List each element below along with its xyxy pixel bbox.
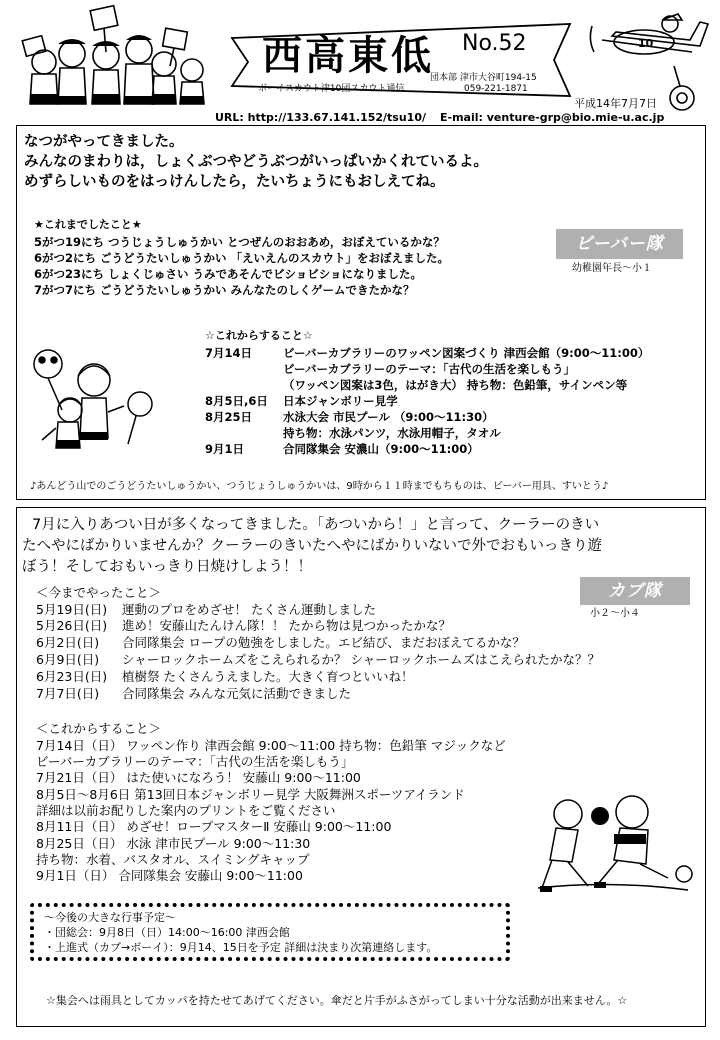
- beaver-future-text: ビーバーカブラリーのテーマ：「古代の生活を楽しもう」: [283, 362, 575, 376]
- issue-number: No.52: [462, 31, 527, 56]
- beaver-past-item: 7がつ7にち ごうどうたいしゅうかい みんなたのしくゲームできたかな？: [34, 283, 415, 297]
- beaver-future-date: 9月1日: [205, 442, 245, 456]
- beaver-intro-line: めずらしいものをはっけんしたら，たいちょうにもおしえてね。: [24, 174, 445, 190]
- newsletter-title: 西高東低: [262, 32, 434, 79]
- beaver-future-text: 合同隊集会 安濃山（9:00～11:00）: [283, 442, 479, 456]
- beaver-future-text: 持ち物：水泳パンツ，水泳用帽子，タオル: [283, 426, 501, 440]
- cub-past-date: 5月26日(日): [36, 618, 108, 633]
- cub-past-text: 合同隊集会 みんな元気に活動できました: [122, 686, 351, 701]
- cub-intro-line: 7月に入りあつい日が多くなってきました。「あついから！」と言って、クーラーのきい: [32, 517, 600, 533]
- cub-badge: カブ隊: [580, 577, 690, 605]
- beaver-intro-line: みんなのまわりは，しょくぶつやどうぶつがいっぱいかくれているよ。: [24, 154, 488, 170]
- cub-age-range: 小２～小４: [590, 608, 640, 619]
- beaver-future-date: 8月25日: [205, 410, 253, 424]
- cub-past-date: 6月9日(日): [36, 652, 100, 667]
- beaver-past-item: 5がつ19にち つうじょうしゅうかい とつぜんのおおあめ，おぼえているかな？: [34, 235, 445, 249]
- cub-future-item: ビーバーカブラリーのテーマ：「古代の生活を楽しもう」: [36, 754, 354, 769]
- beaver-footnote: ♪あんどう山でのごうどうたいしゅうかい、つうじょうしゅうかいは、9時から１１時までもちものは、ビーバー用具、すいとう♪: [30, 481, 609, 492]
- contact-email[interactable]: E-mail: venture-grp@bio.mie-u.ac.jp: [440, 111, 665, 124]
- beaver-future-date: 8月5日,6日: [205, 394, 268, 408]
- cub-future-heading: ＜これからすること＞: [36, 721, 162, 736]
- beaver-age-range: 幼稚園年長～小１: [572, 263, 652, 274]
- schedule-heading: ～今後の大きな行事予定～: [44, 911, 176, 924]
- cub-future-item: 7月14日（日） ワッペン作り 津西会館 9:00～11:00 持ち物：色鉛筆 マジックなど: [36, 738, 506, 753]
- cub-future-item: 8月11日（日） めざせ！ロープマスターⅡ 安藤山 9:00～11:00: [36, 819, 392, 834]
- cub-future-item: 9月1日（日） 合同隊集会 安藤山 9:00～11:00: [36, 868, 303, 883]
- cub-future-item: 詳細は以前お配りした案内のプリントをご覧ください: [36, 803, 336, 818]
- cub-future-item: 8月25日（日） 水泳 津市民プール 9:00～11:30: [36, 836, 311, 851]
- beaver-future-heading: ☆これからすること☆: [205, 329, 313, 342]
- beaver-past-item: 6がつ2にち ごうどうたいしゅうかい 「えいえんのスカウト」をおぼえました。: [34, 251, 450, 265]
- hq-phone: 059-221-1871: [464, 84, 528, 94]
- beaver-future-text: 日本ジャンボリー見学: [283, 394, 398, 408]
- cub-future-item: 7月21日（日） はた使いになろう！ 安藤山 9:00～11:00: [36, 770, 361, 785]
- cub-future-item: 持ち物：水着、バスタオル、スイミングキャップ: [36, 852, 310, 867]
- cub-intro-line: ぼう！そしておもいっきり日焼けしよう！！: [22, 559, 312, 575]
- cub-past-text: 植樹祭 たくさんうえました。大きく育つといいね！: [122, 669, 414, 684]
- beaver-intro-line: なつがやってきました。: [24, 134, 184, 150]
- beaver-past-heading: ★これまでしたこと★: [34, 218, 142, 231]
- cub-past-date: 6月23日(日): [36, 669, 108, 684]
- cub-past-text: 運動のプロをめざせ！ たくさん運動しました: [122, 602, 376, 617]
- beaver-future-text: 水泳大会 市民プール （9:00～11:30）: [283, 410, 494, 424]
- beaver-badge: ビーバー隊: [556, 229, 683, 259]
- cub-past-text: 合同隊集会 ロープの勉強をしました。エビ結び、まだおぼえてるかな？: [122, 635, 525, 650]
- cub-past-date: 6月2日(日): [36, 635, 100, 650]
- schedule-item: ・団総会：9月8日（日）14:00～16:00 津西会館: [44, 926, 290, 939]
- cub-past-heading: ＜今までやったこと＞: [36, 585, 162, 600]
- hq-address: 団本部 津市大谷町194-15: [430, 73, 537, 83]
- plane-number: 10: [638, 37, 654, 50]
- cub-footnote: ☆集会へは雨具としてカッパを持たせてあげてください。傘だと片手がふさがってしまい十分な活動が出来ません。☆: [46, 994, 628, 1007]
- beaver-past-item: 6がつ23にち しょくじゅさい うみであそんでビショビショになりました。: [34, 267, 423, 281]
- cub-intro-line: たへやにばかりいませんか？クーラーのきいたへやにばかりいないで外でおもいっきり遊: [22, 538, 602, 554]
- cub-future-item: 8月5日～8月6日 第13回日本ジャンボリー見学 大阪舞洲スポーツアイランド: [36, 787, 465, 802]
- beaver-kids-illustration: [28, 340, 158, 460]
- cub-past-date: 5月19日(日): [36, 602, 108, 617]
- beaver-future-text: ビーバーカブラリーのワッペン図案づくり 津西会館（9:00～11:00）: [283, 346, 650, 360]
- cub-past-date: 7月7日(日): [36, 686, 100, 701]
- soccer-kids-illustration: [528, 788, 698, 898]
- beaver-future-text: （ワッペン図案は3色，はがき大） 持ち物：色鉛筆，サインペン等: [283, 378, 628, 392]
- schedule-item: ・上進式（カブ→ボーイ）：9月14、15日を予定 詳細は決まり次第連絡します。: [44, 941, 438, 954]
- website-url[interactable]: URL: http://133.67.141.152/tsu10/: [215, 111, 427, 124]
- cub-past-text: シャーロックホームズをこえられるか？ シャーロックホームズはこえられたかな？？: [122, 652, 600, 667]
- scouts-illustration: [14, 4, 214, 110]
- cub-past-text: 進め！安藤山たんけん隊！！ たから物は見つかったかな？: [122, 618, 451, 633]
- beaver-future-date: 7月14日: [205, 346, 253, 360]
- issue-date: 平成14年7月7日: [574, 97, 657, 110]
- newsletter-subtitle: ボーイスカウト津10団スカウト通信: [258, 84, 405, 94]
